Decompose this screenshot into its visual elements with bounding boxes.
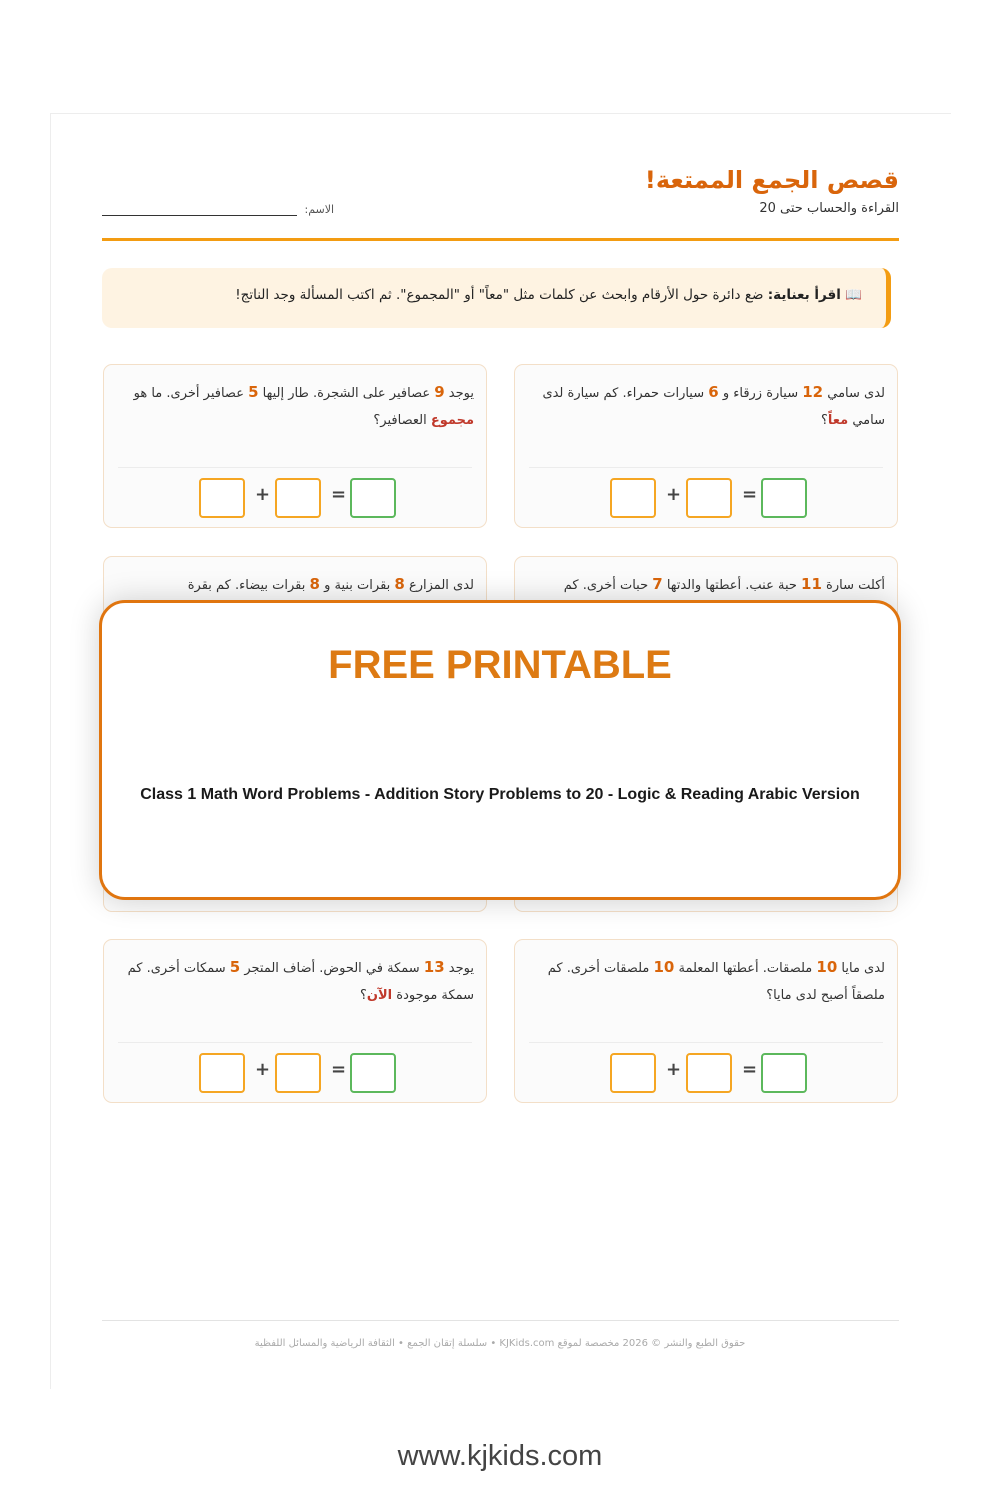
problem-keyword: مجموع [430, 413, 474, 428]
problem-text-fragment: العصافير؟ [373, 413, 431, 428]
footer-divider [102, 1320, 899, 1321]
problem-text-fragment: بقرات بنية و [319, 578, 395, 593]
problem-keyword: الآن [366, 988, 393, 1003]
equals-sign: = [331, 1059, 347, 1080]
equation-row [104, 478, 486, 518]
problem-text-fragment: سمكة في الحوض. أضاف المتجر [240, 961, 424, 976]
problem-text [116, 954, 474, 1009]
card-divider [118, 467, 472, 468]
sum-box[interactable] [761, 478, 807, 518]
equals-sign: = [742, 484, 758, 505]
problem-number: 5 [229, 958, 241, 976]
problem-number: 6 [708, 383, 719, 401]
card-divider [529, 1042, 883, 1043]
plus-sign: + [666, 1059, 682, 1080]
problem-text [116, 571, 474, 599]
problem-text-fragment: لدى المزارع [404, 578, 474, 593]
copyright-footer: حقوق الطبع والنشر © 2026 مخصصة لموقع KJKids.com • سلسلة إتقان الجمع • الثقافة الرياضية والمسائل اللفظية [254, 1338, 746, 1349]
problem-text-fragment: عصافير على الشجرة. طار إليها [258, 386, 435, 401]
equation-row [515, 1053, 897, 1093]
equals-sign: = [742, 1059, 758, 1080]
plus-sign: + [255, 1059, 271, 1080]
problem-text [527, 954, 885, 1009]
problem-card [103, 939, 487, 1103]
problem-text [527, 379, 885, 434]
problem-number: 8 [394, 575, 405, 593]
problem-text-fragment: أكلت سارة [821, 578, 885, 593]
problem-number: 12 [802, 383, 824, 401]
plus-sign: + [666, 484, 682, 505]
worksheet-title: قصص الجمع الممتعة! [644, 166, 899, 194]
instruction-box [102, 268, 891, 328]
problem-text-fragment: يوجد [444, 386, 474, 401]
problem-text-fragment: عصافير أخرى. ما هو [133, 386, 249, 401]
plus-sign: + [255, 484, 271, 505]
name-blank-line[interactable] [102, 203, 297, 216]
card-divider [529, 467, 883, 468]
addend-box-1[interactable] [199, 1053, 245, 1093]
open-book-icon: 📖 [845, 287, 862, 303]
sum-box[interactable] [350, 478, 396, 518]
header-divider [102, 238, 899, 241]
instruction-lead: اقرأ بعناية: [767, 287, 841, 303]
addend-box-1[interactable] [610, 478, 656, 518]
problem-number: 9 [434, 383, 445, 401]
free-printable-banner [99, 600, 901, 900]
problem-text [116, 379, 474, 434]
problem-text-fragment: ملصقات. أعطتها المعلمة [674, 961, 817, 976]
problem-number: 7 [652, 575, 663, 593]
problem-text-fragment: لدى سامي [823, 386, 885, 401]
problem-text-fragment: حبة عنب. أعطتها والدتها [662, 578, 802, 593]
problem-text-fragment: سمكات أخرى. كم سمكة موجودة [127, 961, 474, 1003]
addend-box-2[interactable] [275, 478, 321, 518]
problem-text-fragment: سيارة زرقاء و [718, 386, 803, 401]
problem-text-fragment: لدى مايا [837, 961, 885, 976]
problem-number: 5 [248, 383, 259, 401]
worksheet-subtitle: القراءة والحساب حتى 20 [759, 201, 899, 216]
problem-text-fragment: ؟ [821, 413, 828, 428]
problem-number: 8 [309, 575, 320, 593]
problem-card [103, 364, 487, 528]
problem-text-fragment: سيارات حمراء. كم سيارة لدى سامي [542, 386, 885, 428]
problem-card [514, 939, 898, 1103]
addend-box-2[interactable] [686, 1053, 732, 1093]
banner-title: FREE PRINTABLE [328, 643, 672, 687]
problem-card [514, 364, 898, 528]
problem-keyword: معاً [827, 413, 849, 428]
site-url[interactable]: www.kjkids.com [397, 1440, 603, 1472]
sum-box[interactable] [350, 1053, 396, 1093]
problem-number: 10 [816, 958, 838, 976]
instruction-text [235, 287, 862, 303]
problem-text-fragment: ملصقات أخرى. كم ملصقاً أصبح لدى مايا؟ [547, 961, 885, 1003]
problem-text [527, 571, 885, 599]
equation-row [515, 478, 897, 518]
problem-text-fragment: بقرات بيضاء. كم بقرة [187, 578, 310, 593]
addend-box-2[interactable] [275, 1053, 321, 1093]
problem-number: 11 [801, 575, 822, 593]
problem-text-fragment: يوجد [444, 961, 474, 976]
addend-box-1[interactable] [610, 1053, 656, 1093]
instruction-body: ضع دائرة حول الأرقام وابحث عن كلمات مثل "معاً" أو "المجموع". ثم اكتب المسألة وجد الناتج! [235, 287, 764, 303]
problem-text-fragment: حبات أخرى. كم [563, 578, 653, 593]
problem-number: 13 [423, 958, 445, 976]
addend-box-1[interactable] [199, 478, 245, 518]
problem-text-fragment: ؟ [360, 988, 367, 1003]
equals-sign: = [331, 484, 347, 505]
problem-number: 10 [653, 958, 675, 976]
name-label: الاسم: [304, 203, 335, 216]
sum-box[interactable] [761, 1053, 807, 1093]
banner-description: Class 1 Math Word Problems - Addition Story Problems to 20 - Logic & Reading Arabic Version [140, 786, 860, 803]
name-field [102, 203, 334, 216]
addend-box-2[interactable] [686, 478, 732, 518]
equation-row [104, 1053, 486, 1093]
card-divider [118, 1042, 472, 1043]
